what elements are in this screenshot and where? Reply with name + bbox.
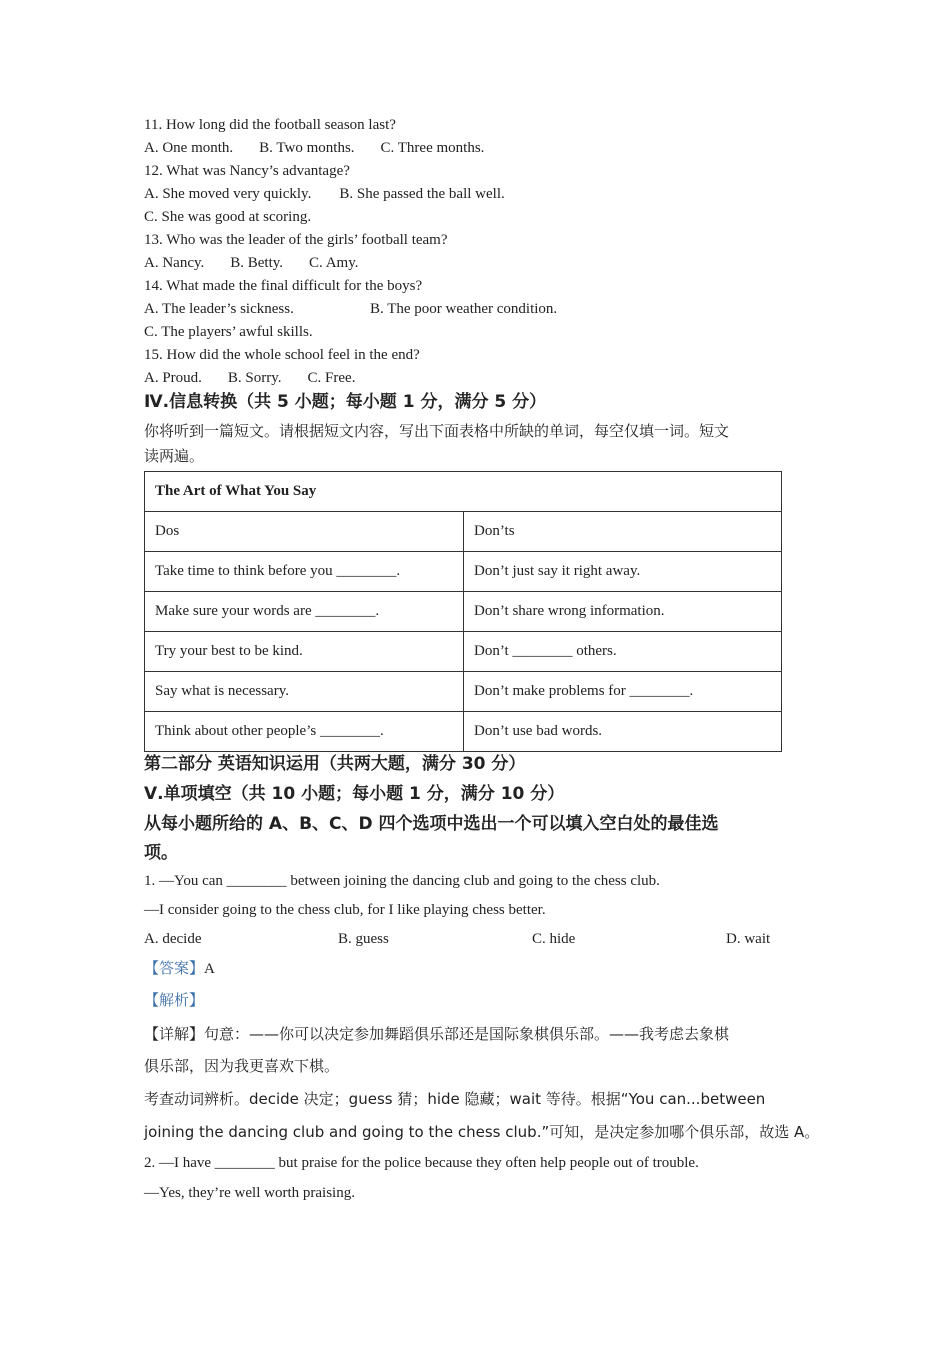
table-row [145, 592, 782, 632]
q11-option-c: C. Three months. [380, 140, 485, 156]
q1-option-b: B. guess [338, 931, 389, 947]
art-of-what-you-say-table [144, 471, 782, 752]
q12-option-c: C. She was good at scoring. [144, 209, 312, 225]
q14-option-c: C. The players’ awful skills. [144, 324, 313, 340]
q1-stem: 1. —You can ________ between joining the dancing club and going to the chess club. [144, 873, 660, 889]
q13-option-c: C. Amy. [309, 255, 359, 271]
answer-tag: 【答案】 [144, 959, 205, 977]
table-row [145, 672, 782, 712]
q1-detail-line2: 俱乐部，因为我更喜欢下棋。 [144, 1057, 340, 1075]
table-cell-right: Don’ts [464, 512, 782, 552]
q14-option-a: A. The leader’s sickness. [144, 301, 294, 317]
table-row [145, 632, 782, 672]
q1-detail-line3: 考查动词辨析。decide 决定；guess 猜；hide 隐藏；wait 等待。根据“You can...between [144, 1090, 766, 1108]
q14-options-ab [144, 299, 557, 319]
q2-reply: —Yes, they’re well worth praising. [144, 1185, 355, 1201]
q1-option-d: D. wait [726, 931, 771, 947]
q11-option-a: A. One month. [144, 140, 234, 156]
table-cell-left: Dos [145, 512, 464, 552]
table-row [145, 712, 782, 752]
table-cell-left: Make sure your words are ________. [145, 592, 464, 632]
table-cell-right: Don’t ________ others. [464, 632, 782, 672]
section4-instruction-line2: 读两遍。 [144, 447, 205, 465]
analysis-tag: 【解析】 [144, 991, 205, 1009]
table-cell-right: Don’t use bad words. [464, 712, 782, 752]
section5-instruction-line2: 项。 [144, 843, 178, 863]
q13-option-a: A. Nancy. [144, 255, 205, 271]
table-cell-right: Don’t make problems for ________. [464, 672, 782, 712]
q11-option-b: B. Two months. [259, 140, 355, 156]
answer-value: A [204, 961, 215, 977]
table-row [145, 512, 782, 552]
table-cell-left: Say what is necessary. [145, 672, 464, 712]
q12-options-ab [144, 184, 505, 204]
q11-options [144, 138, 484, 158]
q15-options [144, 368, 355, 388]
q13-option-b: B. Betty. [230, 255, 284, 271]
q11-question: 11. How long did the football season last? [144, 117, 396, 133]
table-cell-right: Don’t just say it right away. [464, 552, 782, 592]
table-row [145, 552, 782, 592]
q1-detail-line1: 【详解】句意：——你可以决定参加舞蹈俱乐部还是国际象棋俱乐部。——我考虑去象棋 [144, 1025, 730, 1043]
q1-option-a: A. decide [144, 931, 202, 947]
q14-question: 14. What made the final difficult for the boys? [144, 278, 423, 294]
q12-option-a: A. She moved very quickly. [144, 186, 312, 202]
table-cell-right: Don’t share wrong information. [464, 592, 782, 632]
q12-question: 12. What was Nancy’s advantage? [144, 163, 350, 179]
table-title: The Art of What You Say [145, 472, 782, 512]
q15-option-b: B. Sorry. [227, 370, 282, 386]
q1-option-c: C. hide [532, 931, 576, 947]
q13-options [144, 253, 359, 273]
table-cell-left: Take time to think before you ________. [145, 552, 464, 592]
q15-question: 15. How did the whole school feel in the end? [144, 347, 420, 363]
table-cell-left: Think about other people’s ________. [145, 712, 464, 752]
q12-option-b: B. She passed the ball well. [339, 186, 505, 202]
q1-answer [144, 958, 215, 979]
q2-stem: 2. —I have ________ but praise for the police because they often help people out of trouble. [144, 1155, 699, 1171]
table-cell-left: Try your best to be kind. [145, 632, 464, 672]
section4-heading: Ⅳ.信息转换（共 5 小题；每小题 1 分，满分 5 分） [144, 392, 547, 412]
section5-heading: Ⅴ.单项填空（共 10 小题；每小题 1 分，满分 10 分） [144, 784, 565, 804]
q15-option-c: C. Free. [307, 370, 356, 386]
q1-detail-line4: joining the dancing club and going to the chess club.”可知，是决定参加哪个俱乐部，故选 A。 [144, 1123, 820, 1141]
q14-option-b: B. The poor weather condition. [370, 301, 558, 317]
section5-instruction-line1: 从每小题所给的 A、B、C、D 四个选项中选出一个可以填入空白处的最佳选 [144, 814, 719, 834]
q13-question: 13. Who was the leader of the girls’ football team? [144, 232, 448, 248]
q1-reply: —I consider going to the chess club, for I like playing chess better. [144, 902, 546, 918]
q15-option-a: A. Proud. [144, 370, 202, 386]
section4-instruction-line1: 你将听到一篇短文。请根据短文内容，写出下面表格中所缺的单词，每空仅填一词。短文 [144, 422, 730, 440]
part2-heading: 第二部分 英语知识运用（共两大题，满分 30 分） [144, 754, 526, 774]
